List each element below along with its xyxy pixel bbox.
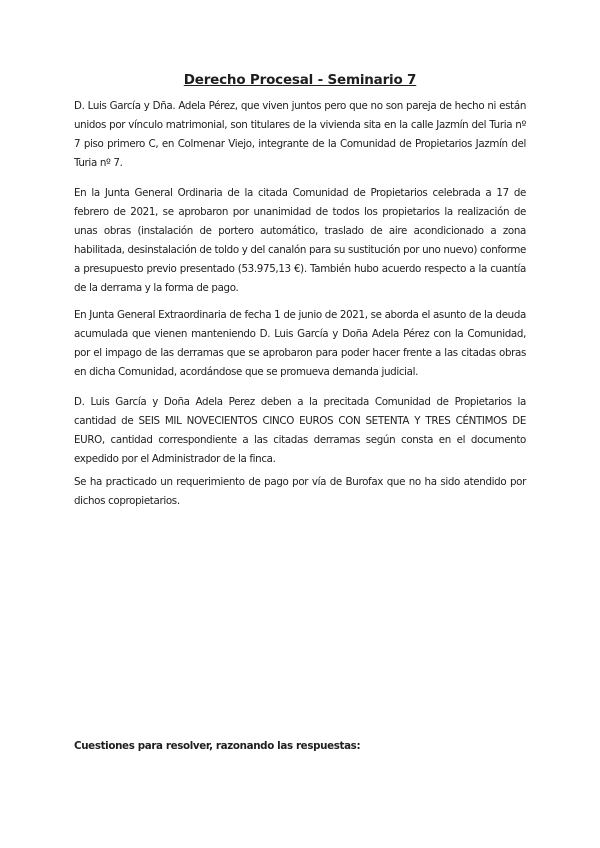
paragraph-burofax: Se ha practicado un requerimiento de pago por vía de Burofax que no ha sido atendido por dichos copropietarios. (74, 476, 526, 507)
questions-heading: Cuestiones para resolver, razonando las respuestas: (74, 740, 361, 752)
paragraph-debt-amount: D. Luis García y Doña Adela Perez deben a la precitada Comunidad de Propietarios la cantidad de SEIS MIL NOVECIENTOS CINCO EUROS CON SETENTA Y TRES CÉNTIMOS DE EURO, cantidad correspondiente a las citadas derramas según consta en el documento expedido por el Administrador de la finca. (74, 396, 526, 465)
document-title: Derecho Procesal - Seminario 7 (183, 72, 417, 88)
paragraph-ordinary-meeting: En la Junta General Ordinaria de la citada Comunidad de Propietarios celebrada a 17 de febrero de 2021, se aprobaron por unanimidad de todos los propietarios la realización de unas obras (instalación de portero automático, traslado de aire acondicionado a zona habilitada, desinstalación de toldo y del canalón para su sustitución por uno nuevo) conforme a presupuesto previo presentado (53.975,13 €). También hubo acuerdo respecto a la cuantía de la derrama y la forma de pago. (74, 187, 526, 294)
paragraph-owners: D. Luis García y Dña. Adela Pérez, que viven juntos pero que no son pareja de hecho ni están unidos por vínculo matrimonial, son titulares de la vivienda sita en la calle Jazmín del Turia nº 7 piso primero C, en Colmenar Viejo, integrante de la Comunidad de Propietarios Jazmín del Turia nº 7. (74, 100, 526, 169)
paragraph-extraordinary-meeting: En Junta General Extraordinaria de fecha 1 de junio de 2021, se aborda el asunto de la deuda acumulada que vienen manteniendo D. Luis García y Doña Adela Pérez con la Comunidad, por el impago de las derramas que se aprobaron para poder hacer frente a las citadas obras en dicha Comunidad, acordándose que se promueva demanda judicial. (74, 309, 526, 378)
